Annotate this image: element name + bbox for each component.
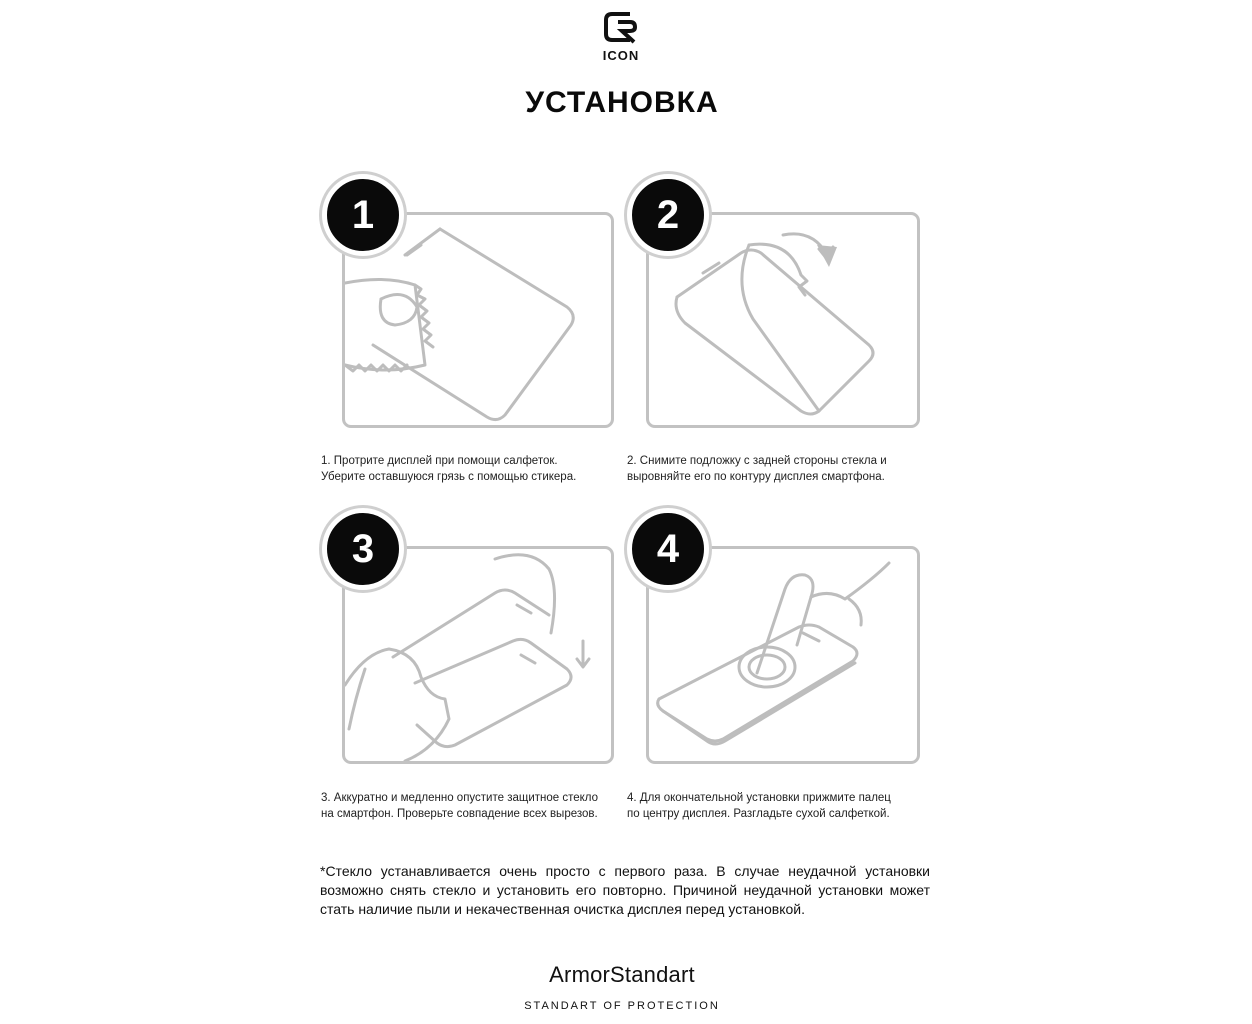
step-2-caption [627, 453, 887, 485]
step-3-caption-line-2: на смартфон. Проверьте совпадение всех вырезов. [321, 808, 598, 820]
step-4-number-badge: 4 [627, 508, 709, 590]
step-1-number-badge: 1 [322, 174, 404, 256]
step-3-caption-line-1: 3. Аккуратно и медленно опустите защитное стекло [321, 792, 599, 804]
logo-text: ICON [602, 48, 640, 63]
step-3-number-badge: 3 [322, 508, 404, 590]
step-1-caption [321, 453, 576, 485]
icon-logo [596, 8, 646, 64]
step-2-caption-line-2: выровняйте его по контуру дисплея смартфона. [627, 471, 885, 483]
step-3-caption [321, 790, 598, 822]
step-4-caption-line-2: по центру дисплея. Разгладьте сухой салфеткой. [627, 808, 890, 820]
step-1-caption-line-1: 1. Протрите дисплей при помощи салфеток. [321, 455, 558, 467]
step-2-caption-line-1: 2. Снимите подложку с задней стороны стекла и [627, 455, 887, 467]
step-2-number-badge: 2 [627, 174, 709, 256]
brand-name: ArmorStandart [549, 962, 695, 987]
step-1-caption-line-2: Уберите оставшуюся грязь с помощью стикера. [321, 471, 577, 483]
installation-note: *Стекло устанавливается очень просто с первого раза. В случае неудачной установки возможно снять стекло и установить его повторно. Причиной неудачной установки может стать наличие пыли и некачественная очистка дисплея перед установкой. [320, 863, 930, 917]
step-4-caption-line-1: 4. Для окончательной установки прижмите палец [627, 792, 891, 804]
icon-logo-mark-icon [600, 8, 642, 46]
brand-tagline: STANDART OF PROTECTION [524, 1000, 720, 1012]
page-title: УСТАНОВКА [525, 86, 719, 119]
step-4-caption [627, 790, 891, 822]
